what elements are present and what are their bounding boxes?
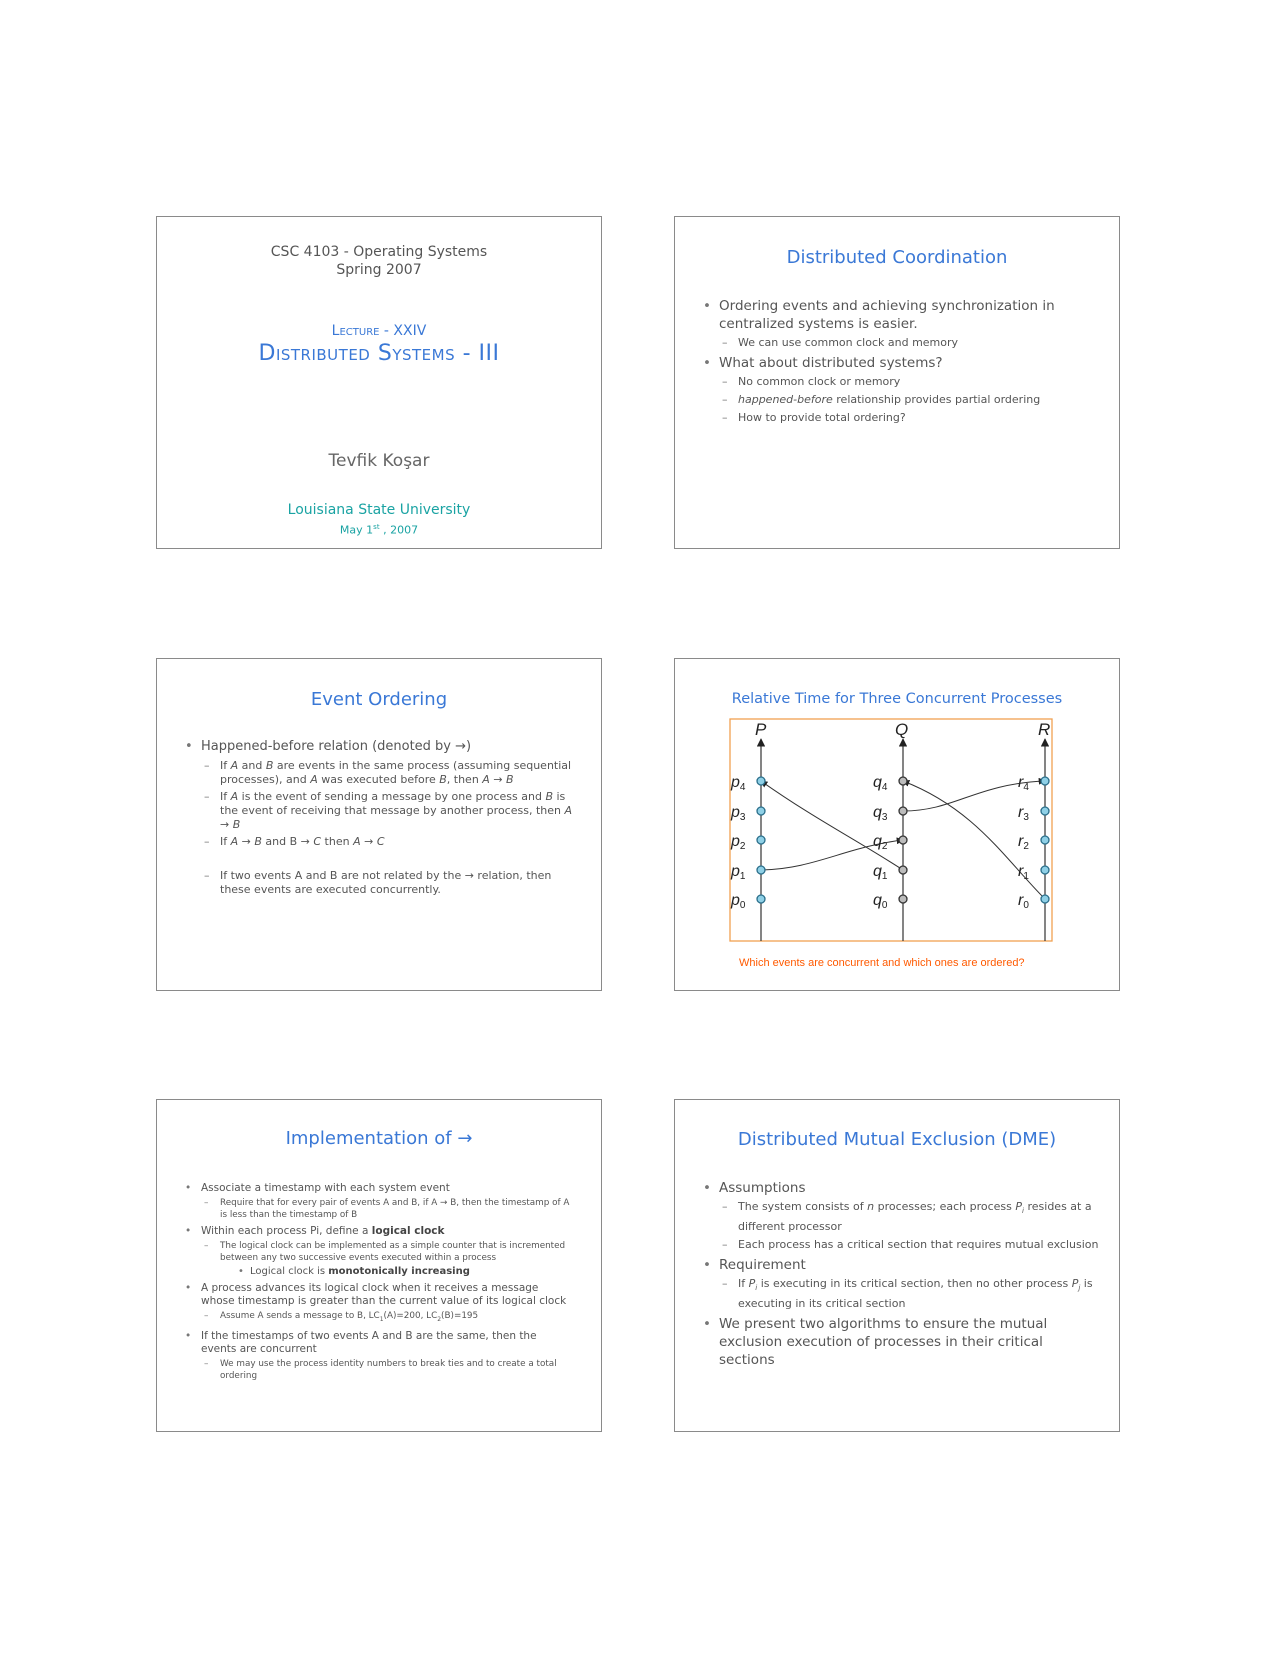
event-node-q1	[899, 866, 907, 874]
slide-heading: Relative Time for Three Concurrent Processes	[731, 691, 1063, 707]
sub: 1	[379, 1315, 384, 1323]
slide-dme	[674, 1099, 1120, 1432]
label-letter: p	[731, 863, 740, 880]
t: then	[321, 835, 354, 848]
var: n	[867, 1200, 875, 1213]
label-letter: q	[873, 804, 882, 821]
t: is executing in its critical section, then no other process	[757, 1277, 1072, 1291]
sub-item: – Each process has a critical section that requires mutual exclusion	[719, 1237, 1099, 1252]
slide-heading: Event Ordering	[310, 689, 448, 710]
sub-item: – No common clock or memory	[719, 374, 1099, 389]
sub-item: – We may use the process identity numbers to break ties and to create a total ordering	[201, 1358, 571, 1382]
t: Assume A sends a message to B, LC	[220, 1311, 380, 1321]
bold-term: logical clock	[371, 1225, 445, 1237]
process-label-p: P	[755, 720, 767, 739]
label-letter: r	[1018, 892, 1024, 909]
process-label-r: R	[1038, 720, 1051, 739]
bold-term: monotonically increasing	[328, 1266, 470, 1277]
event-node-r3	[1041, 807, 1049, 815]
bullet-item	[703, 354, 1099, 425]
bullet-text: Happened-before relation (denoted by →)	[201, 739, 472, 754]
label-sub: 1	[881, 871, 888, 882]
event-label-q0	[873, 892, 888, 911]
sub-item	[201, 835, 579, 849]
relation: A → B	[220, 804, 572, 831]
diagram-question: Which events are concurrent and which ones are ordered?	[739, 957, 1025, 969]
slide-heading: Implementation of →	[285, 1128, 473, 1149]
event-label-r2	[1018, 833, 1029, 852]
t: are events in the same process (assuming sequential processes), and	[220, 759, 572, 786]
event-label-q3	[873, 804, 888, 823]
label-sub: 3	[739, 812, 746, 823]
event-node-p4	[757, 777, 765, 785]
t: is the event of receiving that message by another process, then	[220, 790, 566, 817]
event-label-q1	[873, 863, 888, 882]
lecture-number: Lecture - XXIV	[331, 323, 427, 339]
var: C	[313, 835, 322, 848]
t: processes; each process	[874, 1200, 1016, 1213]
sub: 2	[437, 1315, 442, 1323]
bullet-list	[703, 297, 1099, 429]
label-letter: r	[1018, 833, 1024, 850]
t: is the event of sending a message by one process and	[238, 790, 546, 803]
t: (B)=195	[441, 1311, 479, 1321]
event-label-r0	[1018, 892, 1029, 911]
t: If	[738, 1277, 749, 1291]
slide-distributed-coordination	[674, 216, 1120, 549]
sub-list	[201, 1197, 571, 1221]
event-label-r1	[1018, 863, 1029, 882]
event-node-r1	[1041, 866, 1049, 874]
event-label-p2	[730, 833, 746, 852]
sub-list	[719, 335, 1099, 350]
bullet-list	[703, 1179, 1099, 1372]
space-time-diagram	[675, 659, 1119, 990]
var-sub: i	[1022, 1207, 1024, 1216]
relation: A → C	[353, 835, 385, 848]
sub-item	[719, 1199, 1099, 1234]
var: A	[310, 773, 318, 786]
label-sub: 2	[1023, 841, 1029, 852]
event-node-r0	[1041, 895, 1049, 903]
bullet-text: Ordering events and achieving synchronization in centralized systems is easier.	[719, 298, 1055, 332]
label-letter: q	[873, 892, 882, 909]
relation: A → B	[482, 773, 514, 786]
event-node-q3	[899, 807, 907, 815]
date-suffix: st	[373, 523, 380, 531]
event-node-q0	[899, 895, 907, 903]
label-sub: 4	[881, 782, 888, 793]
sub-item	[201, 759, 579, 787]
date-year: , 2007	[379, 523, 419, 537]
bullet-list	[185, 1182, 571, 1386]
bullet-text: A process advances its logical clock when it receives a message whose timestamp is greater than the current value of its logical clock	[201, 1282, 567, 1307]
sub-list	[201, 1310, 571, 1326]
bullet-item	[703, 297, 1099, 350]
label-letter: r	[1018, 863, 1024, 880]
term-emphasis: happened-before	[738, 393, 833, 406]
label-sub: 0	[739, 900, 746, 911]
bullet-text: Requirement	[719, 1257, 806, 1274]
label-sub: 2	[881, 841, 888, 852]
t: If	[220, 790, 231, 803]
event-node-r2	[1041, 836, 1049, 844]
var: B	[545, 790, 553, 803]
label-sub: 0	[881, 900, 888, 911]
t: resides at a different processor	[738, 1200, 1092, 1234]
event-label-r3	[1018, 804, 1029, 823]
bullet-item	[185, 738, 579, 897]
course-term: Spring 2007	[336, 262, 422, 278]
label-letter: p	[731, 804, 740, 821]
relation: A → B	[230, 835, 262, 848]
sub-item	[719, 1276, 1099, 1311]
process-label-q: Q	[895, 720, 909, 739]
sub-text: The logical clock can be implemented as a simple counter that is incremented between any two successive events executed within a process	[220, 1241, 566, 1263]
var: P	[1015, 1200, 1023, 1213]
author-name: Tevfik Koşar	[328, 451, 430, 471]
var: B	[265, 759, 274, 772]
slide-heading: Distributed Mutual Exclusion (DME)	[737, 1129, 1057, 1150]
event-label-p3	[730, 804, 746, 823]
university-name: Louisiana State University	[287, 502, 471, 518]
lecture-title: Distributed Systems - III	[258, 341, 500, 366]
slide-heading: Distributed Coordination	[786, 247, 1008, 268]
event-node-r4	[1041, 777, 1049, 785]
sub-list	[201, 759, 579, 897]
var: A	[230, 790, 239, 803]
bullet-item	[185, 1182, 571, 1221]
t: The system consists of	[738, 1200, 868, 1213]
label-letter: p	[731, 833, 740, 850]
slide-event-ordering	[156, 658, 602, 991]
label-letter: r	[1018, 774, 1024, 791]
label-sub: 3	[881, 812, 888, 823]
sub-list	[201, 1240, 571, 1278]
t: , then	[446, 773, 483, 786]
bullet-text: If the timestamps of two events A and B are the same, then the events are concurrent	[201, 1329, 537, 1355]
sub-sub-item	[238, 1265, 571, 1278]
bullet-list	[185, 738, 579, 901]
event-node-q2	[899, 836, 907, 844]
bullet-item	[185, 1282, 571, 1326]
event-label-q4	[873, 774, 888, 793]
bullet-item	[185, 1330, 571, 1382]
event-label-q2	[873, 833, 888, 852]
label-sub: 4	[739, 782, 746, 793]
var: A	[230, 759, 239, 772]
t: was executed before	[317, 773, 440, 786]
sub-sub-list	[238, 1265, 571, 1278]
var-sub: j	[1078, 1284, 1081, 1293]
t: (A)=200, LC	[383, 1311, 438, 1321]
label-letter: p	[731, 774, 740, 791]
bullet-item	[703, 1256, 1099, 1311]
t: and	[238, 759, 266, 772]
bullet-item	[185, 1225, 571, 1278]
label-sub: 1	[1023, 871, 1029, 882]
diagram-frame	[730, 719, 1052, 941]
sub-item: – If two events A and B are not related by the → relation, then these events are executed concurrently.	[201, 869, 579, 897]
var: B	[439, 773, 447, 786]
sub-list	[719, 1199, 1099, 1252]
sub-item	[201, 1310, 571, 1326]
label-letter: p	[731, 892, 740, 909]
label-sub: 0	[1023, 900, 1029, 911]
lecture-date	[157, 523, 601, 537]
course-code: CSC 4103 - Operating Systems	[270, 244, 488, 260]
course-name	[157, 243, 601, 279]
t: If	[220, 759, 231, 772]
bullet-item: • We present two algorithms to ensure the mutual exclusion execution of processes in their critical sections	[703, 1315, 1099, 1369]
event-node-q4	[899, 777, 907, 785]
event-label-r4	[1018, 774, 1029, 793]
slide-implementation	[156, 1099, 602, 1432]
sub-item: – Require that for every pair of events A and B, if A → B, then the timestamp of A is less than the timestamp of B	[201, 1197, 571, 1221]
event-node-p3	[757, 807, 765, 815]
label-letter: q	[873, 863, 882, 880]
t: is executing in its critical section	[738, 1277, 1093, 1311]
bullet-text: What about distributed systems?	[719, 355, 943, 371]
event-node-p1	[757, 866, 765, 874]
var-sub: i	[755, 1284, 758, 1293]
var: P	[748, 1277, 756, 1291]
event-label-p0	[730, 892, 746, 911]
label-sub: 1	[739, 871, 746, 882]
slide-title	[156, 216, 602, 549]
sub-item	[201, 1240, 571, 1278]
bullet-text: Associate a timestamp with each system event	[201, 1182, 450, 1194]
bullet-text: Within each process Pi, define a	[201, 1225, 372, 1237]
event-label-p4	[730, 774, 746, 793]
sub-item	[719, 392, 1099, 407]
label-sub: 3	[1023, 812, 1029, 823]
var: P	[1071, 1277, 1079, 1291]
sub-list	[201, 1358, 571, 1382]
bullet-item	[703, 1179, 1099, 1252]
sub-text: relationship provides partial ordering	[832, 393, 1041, 406]
label-letter: q	[873, 774, 882, 791]
slide-relative-time	[674, 658, 1120, 991]
sub-item	[201, 790, 579, 832]
label-sub: 4	[1023, 782, 1029, 793]
event-node-p2	[757, 836, 765, 844]
t: If	[220, 835, 231, 848]
label-letter: q	[873, 833, 882, 850]
sub-item: – How to provide total ordering?	[719, 410, 1099, 425]
event-node-p0	[757, 895, 765, 903]
date-month: May 1	[339, 523, 374, 537]
bullet-text: Assumptions	[719, 1180, 806, 1196]
sub-list	[719, 374, 1099, 425]
event-label-p1	[730, 863, 746, 882]
t: Logical clock is	[250, 1266, 329, 1277]
t: and B →	[261, 835, 314, 848]
label-sub: 2	[739, 841, 746, 852]
sub-item: – We can use common clock and memory	[719, 335, 1099, 350]
label-letter: r	[1018, 804, 1024, 821]
sub-list	[719, 1276, 1099, 1311]
